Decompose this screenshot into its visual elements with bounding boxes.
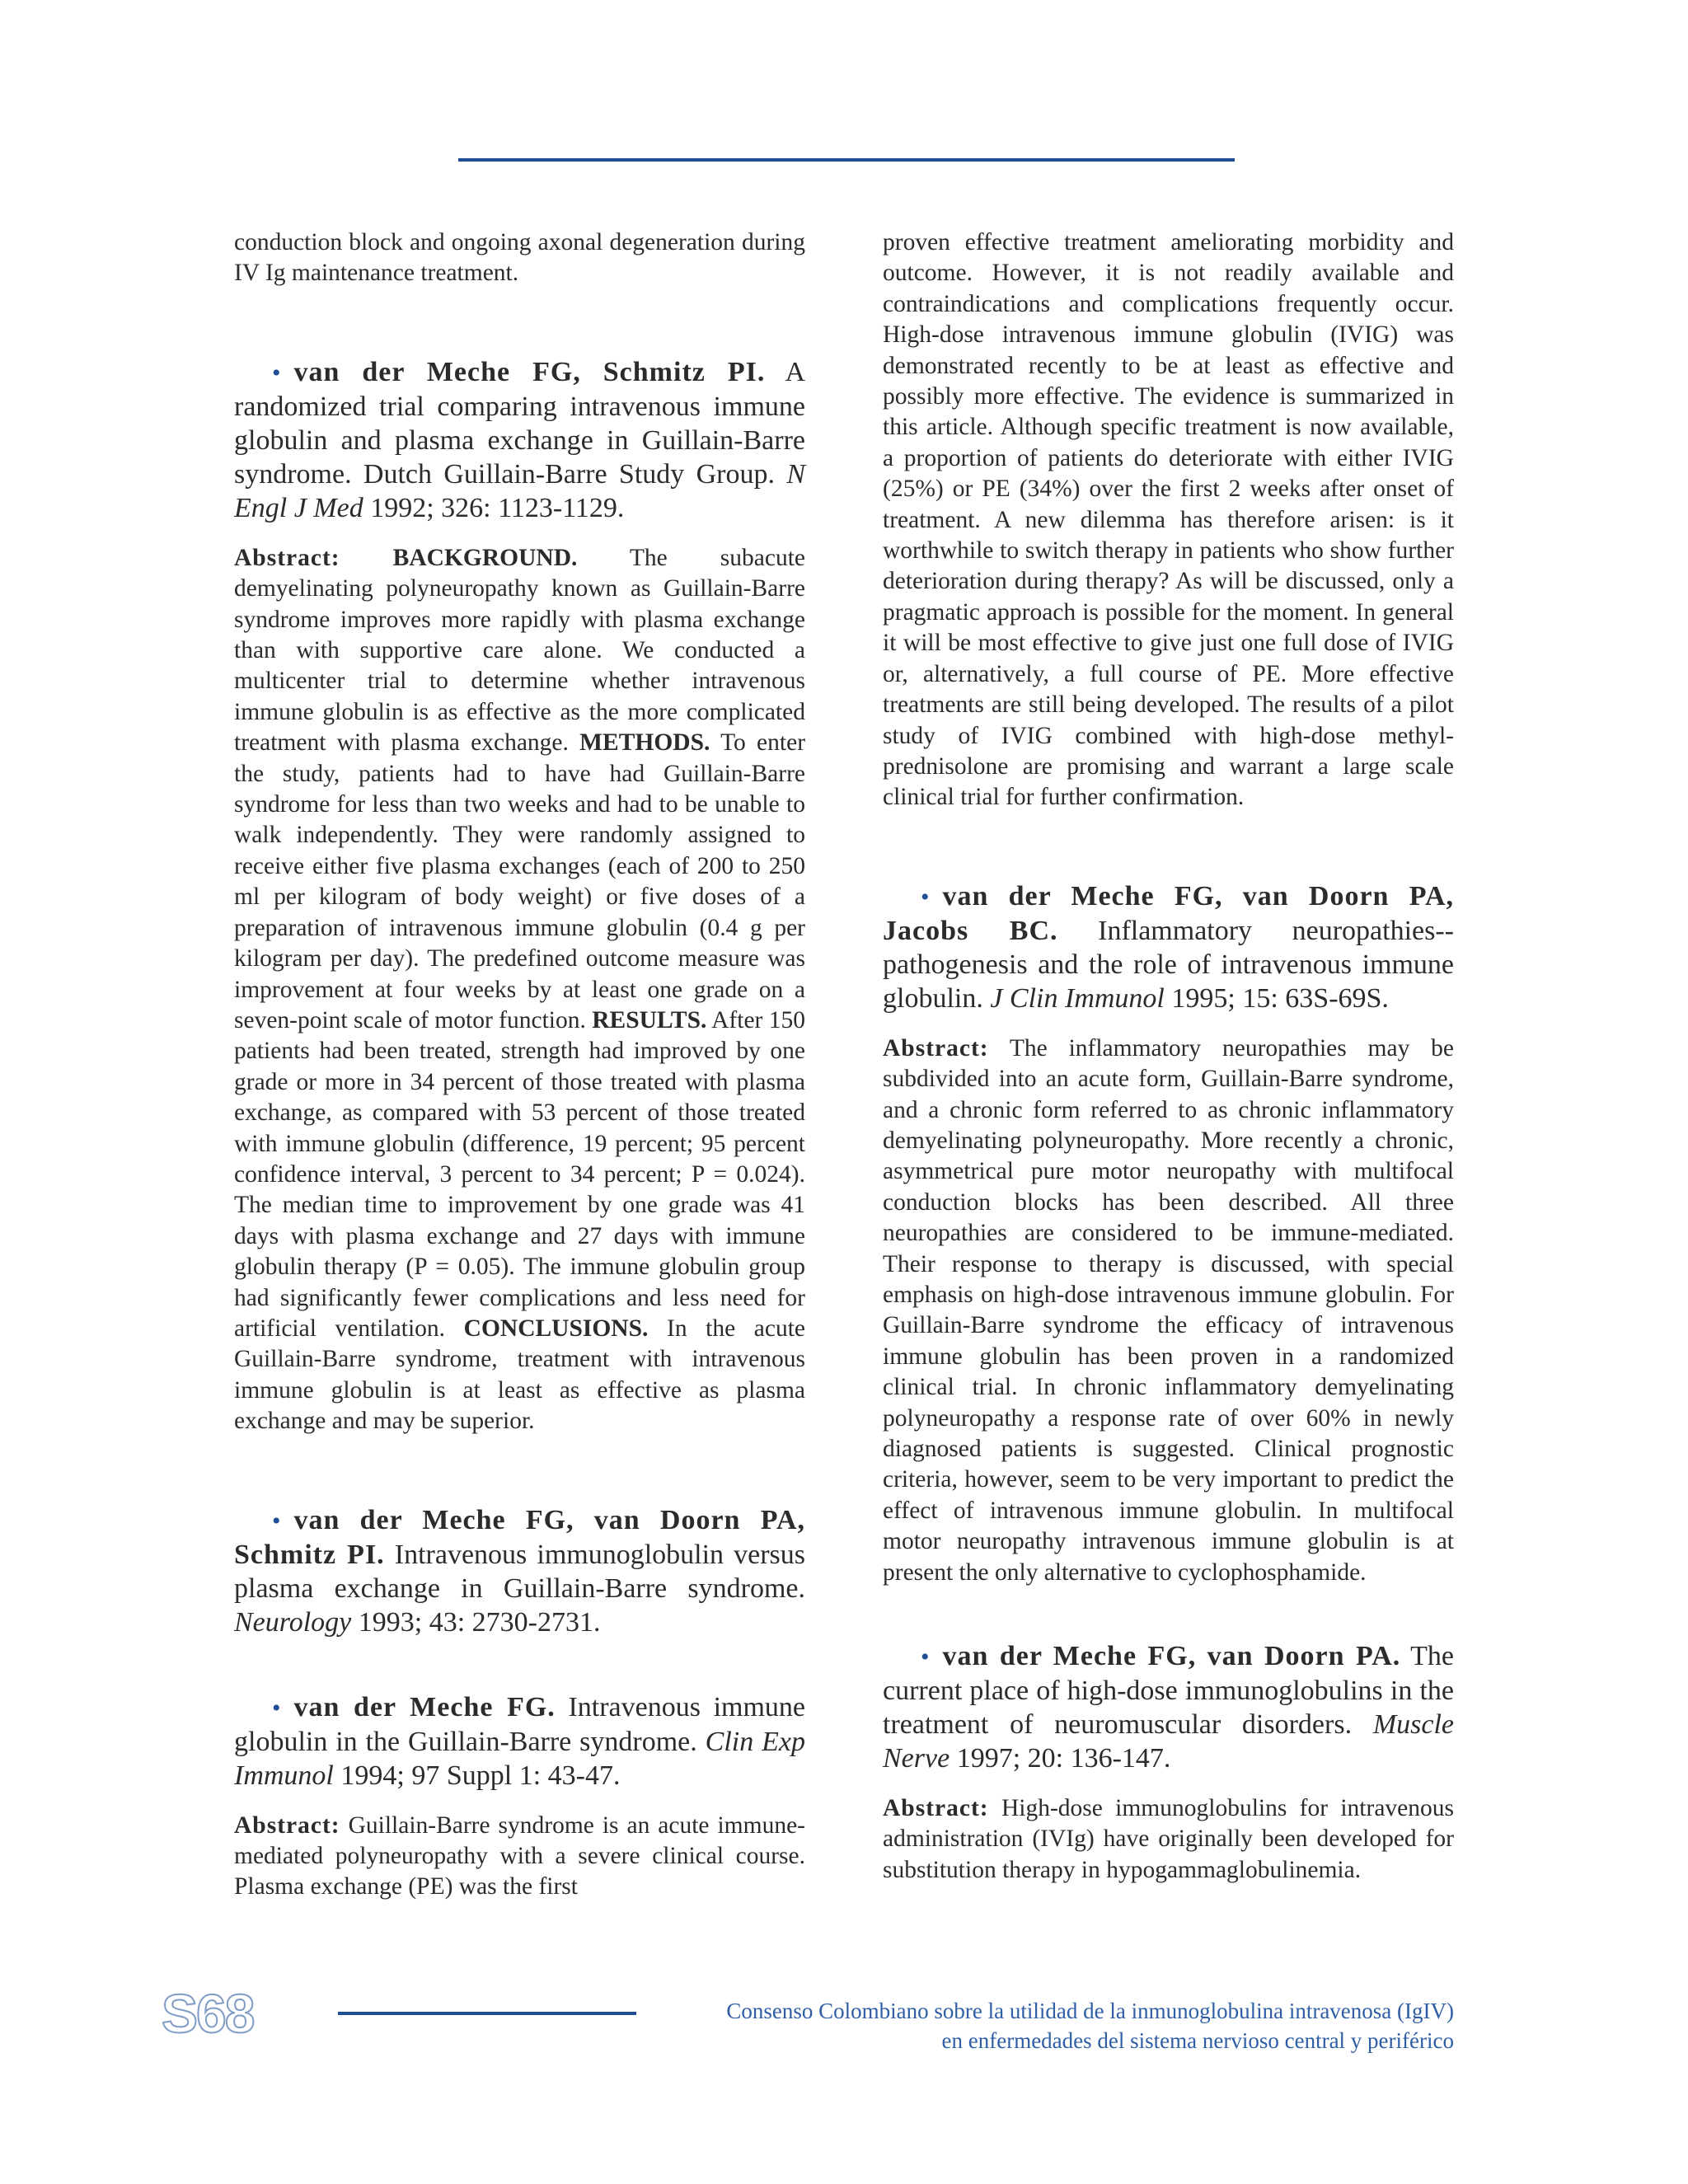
citation-authors: van der Meche FG, van Doorn PA. <box>942 1641 1401 1672</box>
abstract-heading: BACKGROUND. <box>392 544 578 571</box>
citation-ref: 1995; 15: 63S-69S. <box>1171 982 1389 1014</box>
bullet-icon: • <box>272 1507 281 1535</box>
abstract-heading: RESULTS. <box>592 1006 707 1033</box>
citation-journal: Muscle Nerve <box>883 1709 1455 1774</box>
citation-authors: van der Meche FG, Schmitz PI. <box>293 356 766 387</box>
footer-line-1: Consenso Colombiano sobre la utilidad de la inmunoglobulina intravenosa (IgIV) <box>726 1999 1454 2023</box>
abstract-text: The subacute demyelinating polyneuropathy known as Guillain-Barre syndrome improves more rapidly with plasma exchange than with supportive care alone. We conducted a multicenter trial to determine whether intravenous immune globulin is as effective as the more complicated treatment with plasma exchange. <box>234 544 806 757</box>
citation-title: A randomized trial comparing intravenous immune globulin and plasma exchange in Guillain-Barre syndrome. Dutch Guillain-Barre Study Group. <box>234 356 806 490</box>
citation <box>883 1639 1454 1775</box>
footer-line-2: en enfermedades del sistema nervioso central y periférico <box>941 2028 1454 2053</box>
citation-journal: Clin Exp Immunol <box>234 1726 805 1791</box>
citation-ref: 1997; 20: 136-147. <box>956 1743 1171 1774</box>
abstract-label: Abstract: <box>234 544 340 571</box>
citation-title: The current place of high-dose immunoglobulins in the treatment of neuromuscular disorders. <box>883 1641 1454 1741</box>
header-rule <box>458 158 1235 162</box>
citation-ref: 1993; 43: 2730-2731. <box>358 1606 601 1638</box>
abstract-label: Abstract: <box>883 1034 989 1062</box>
abstract-label: Abstract: <box>234 1811 340 1839</box>
bullet-icon: • <box>272 359 281 387</box>
citation-entry <box>234 1503 805 1639</box>
abstract-text: The inflammatory neuropathies may be subdivided into an acute form, Guillain-Barre syndrome, and a chronic form referred to as chronic inflammatory demyelinating polyneuropathy. More recently a chronic, asymmetrical pure motor neuropathy with multifocal conduction blocks has been described. All three neuropathies are considered to be immune-mediated. Their response to therapy is discussed, with special emphasis on high-dose intravenous immune globulin. For Guillain-Barre syndrome the efficacy of intravenous immune globulin has been proven in a randomized clinical trial. In chronic inflammatory demyelinating polyneuropathy a response rate of over 60% in newly diagnosed patients is suggested. Clinical prognostic criteria, however, seem to be very important to predict the effect of intravenous immune globulin. In multifocal motor neuropathy intravenous immune globulin is at present the only alternative to cyclophosphamide. <box>883 1034 1454 1586</box>
citation-journal: Neurology <box>234 1606 352 1638</box>
abstract-text: Guillain-Barre syndrome is an acute immune-mediated polyneuropathy with a severe clinical course. Plasma exchange (PE) was the first <box>234 1811 805 1900</box>
abstract-text: After 150 patients had been treated, strength had improved by one grade or more in 34 percent of those treated with plasma exchange, as compared with 53 percent of those treated with immune globulin (difference, 19 percent; 95 percent confidence interval, 3 percent to 34 percent; P = 0.024). The median time to improvement by one grade was 41 days with plasma exchange and 27 days with immune globulin therapy (P = 0.05). The immune globulin group had significantly fewer complications and less need for artificial ventilation. <box>234 1006 805 1342</box>
citation-title: Intravenous immune globulin in the Guillain-Barre syndrome. <box>234 1691 806 1757</box>
right-column <box>883 227 1454 1886</box>
abstract <box>234 543 805 1437</box>
citation <box>234 355 805 525</box>
citation-entry <box>883 1639 1454 1886</box>
citation-journal: N Engl J Med <box>234 458 805 523</box>
page-number: S68 <box>162 1983 254 2044</box>
abstract <box>883 1033 1454 1588</box>
abstract-text: High-dose immunoglobulins for intravenous administration (IVIg) have originally been developed for substitution therapy in hypogammaglobulinemia. <box>883 1795 1454 1883</box>
abstract <box>234 1811 805 1903</box>
abstract-heading: METHODS. <box>579 729 710 757</box>
citation-title: Inflammatory neuropathies--pathogenesis and the role of intravenous immune globulin. <box>883 915 1454 1014</box>
abstract-label: Abstract: <box>883 1795 989 1822</box>
citation-authors: van der Meche FG. <box>293 1691 556 1722</box>
continuation-text: conduction block and ongoing axonal degeneration during IV Ig maintenance treatment. <box>234 229 805 287</box>
citation-entry <box>234 1690 805 1903</box>
citation-authors: van der Meche FG, van Doorn PA, Schmitz PI. <box>234 1504 805 1570</box>
bullet-icon: • <box>921 1643 930 1671</box>
footer-rule <box>338 2012 636 2015</box>
citation <box>234 1690 805 1793</box>
citation <box>883 879 1454 1015</box>
abstract-heading: CONCLUSIONS. <box>463 1315 649 1342</box>
abstract-text: To enter the study, patients had to have had Guillain-Barre syndrome for less than two weeks and had to be unable to walk independently. They were randomly assigned to receive either five plasma exchanges (each of 200 to 250 ml per kilogram of body weight) or five doses of a preparation of intravenous immune globulin (0.4 g per kilogram per day). The predefined outcome measure was improvement at four weeks by at least one grade on a seven-point scale of motor function. <box>234 729 806 1033</box>
footer-caption <box>726 1996 1454 2055</box>
abstract-text: In the acute Guillain-Barre syndrome, treatment with intravenous immune globulin is at least as effective as plasma exchange and may be superior. <box>234 1315 806 1435</box>
citation-ref: 1994; 97 Suppl 1: 43-47. <box>340 1760 621 1791</box>
citation-entry <box>883 879 1454 1588</box>
citation-entry <box>234 355 805 1437</box>
citation-title: Intravenous immunoglobulin versus plasma exchange in Guillain-Barre syndrome. <box>234 1539 806 1604</box>
left-column <box>234 227 805 1903</box>
bullet-icon: • <box>921 883 930 911</box>
citation-journal: J Clin Immunol <box>990 982 1165 1014</box>
bullet-icon: • <box>272 1694 281 1722</box>
continuation-text: proven effective treatment ameliorating morbidity and outcome. However, it is not readily available and contraindications and complications frequently occur. High-dose intravenous immune globulin (IVIG) was demonstrated recently to be at least as effective and possibly more effective. The evidence is summarized in this article. Although specific treatment is now available, a proportion of patients do deteriorate with either IVIG (25%) or PE (34%) over the first 2 weeks after onset of treatment. A new dilemma has therefore arisen: is it worthwhile to switch therapy in patients who show further deterioration during therapy? As will be discussed, only a pragmatic approach is possible for the moment. In general it will be most effective to give just one full dose of IVIG or, alternatively, a full course of PE. More effective treatments are still being developed. The results of a pilot study of IVIG combined with high-dose methyl-prednisolone are promising and warrant a large scale clinical trial for further confirmation. <box>883 229 1454 811</box>
citation-ref: 1992; 326: 1123-1129. <box>370 492 625 523</box>
citation-authors: van der Meche FG, van Doorn PA, Jacobs BC. <box>883 880 1454 946</box>
citation <box>234 1503 805 1639</box>
abstract <box>883 1793 1454 1886</box>
